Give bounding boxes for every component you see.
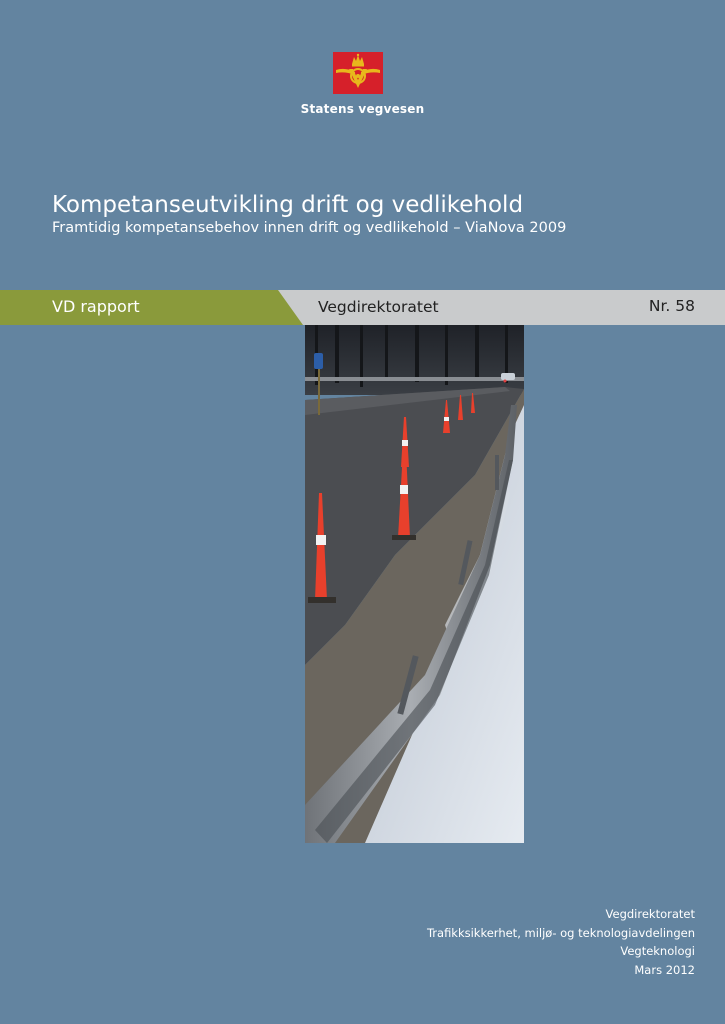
footer-line-directorate: Vegdirektoratet <box>605 907 695 921</box>
report-title: Kompetanseutvikling drift og vedlikehold <box>52 192 524 218</box>
organization-name: Statens vegvesen <box>300 102 425 116</box>
cover-photo <box>305 325 524 843</box>
report-number: Nr. 58 <box>648 297 695 315</box>
footer-line-department: Trafikksikkerhet, miljø- og teknologiavdelingen <box>426 925 695 940</box>
series-band-green <box>0 290 303 325</box>
publisher-label: Vegdirektoratet <box>318 298 439 316</box>
footer-line-section: Vegteknologi <box>620 944 695 958</box>
footer-publisher-info <box>427 905 695 979</box>
report-subtitle: Framtidig kompetansebehov innen drift og vedlikehold – ViaNova 2009 <box>52 220 567 236</box>
statens-vegvesen-logo-icon <box>333 52 383 94</box>
series-label: VD rapport <box>52 297 140 316</box>
footer-line-date: Mars 2012 <box>634 962 695 977</box>
